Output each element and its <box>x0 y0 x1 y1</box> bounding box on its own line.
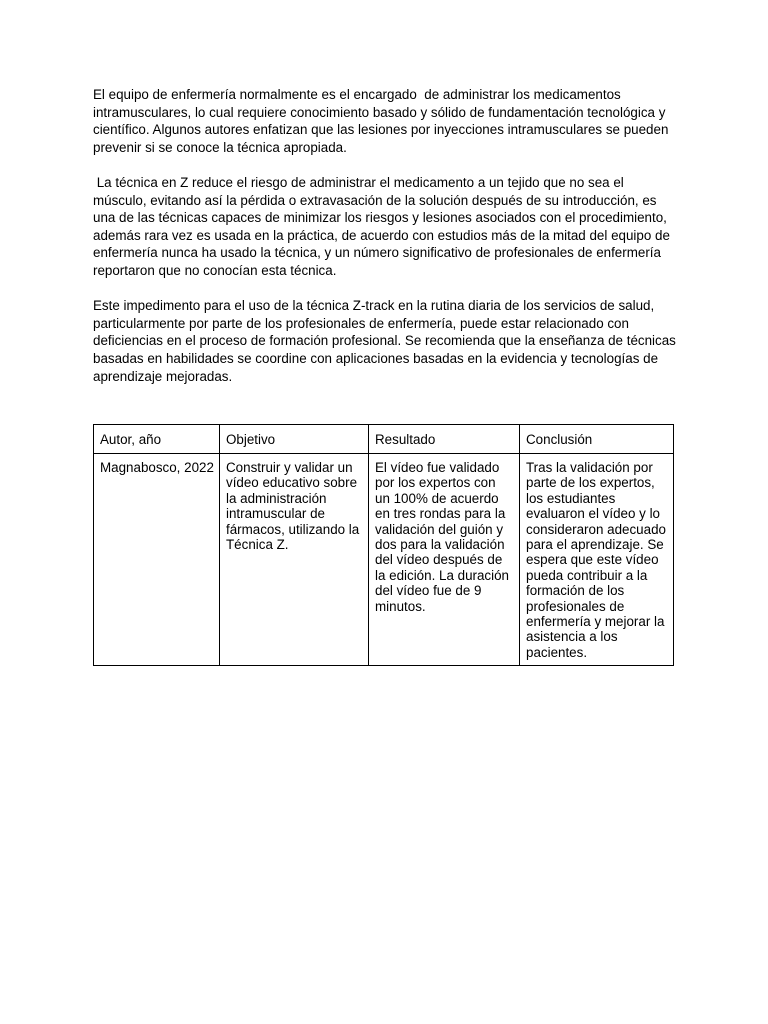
header-result: Resultado <box>369 425 520 454</box>
cell-objective: Construir y validar un vídeo educativo sobre la administración intramuscular de fármacos, utilizando la Técnica Z. <box>220 454 369 666</box>
cell-conclusion: Tras la validación por parte de los expertos, los estudiantes evaluaron el vídeo y lo consideraron adecuado para el aprendizaje. Se espera que este vídeo pueda contribuir a la formación de los profesionales de enfermería y mejorar la asistencia a los pacientes. <box>520 454 674 666</box>
header-objective: Objetivo <box>220 425 369 454</box>
table-row <box>94 454 674 666</box>
summary-table <box>93 424 674 666</box>
paragraph-z-track-impediment: Este impedimento para el uso de la técnica Z-track en la rutina diaria de los servicios de salud, particularmente por parte de los profesionales de enfermería, puede estar relacionado con deficiencias en el proceso de formación profesional. Se recomienda que la enseñanza de técnicas basadas en habilidades se coordine con aplicaciones basadas en la evidencia y tecnologías de aprendizaje mejoradas. <box>93 298 680 384</box>
paragraph-intro: El equipo de enfermería normalmente es el encargado de administrar los medicamentos intramusculares, lo cual requiere conocimiento basado y sólido de fundamentación tecnológica y científico. Algunos autores enfatizan que las lesiones por inyecciones intramusculares se pueden prevenir si se conoce la técnica apropiada. <box>93 87 673 155</box>
document-body <box>93 86 678 403</box>
cell-author-year: Magnabosco, 2022 <box>94 454 220 666</box>
header-author-year: Autor, año <box>94 425 220 454</box>
paragraph-z-technique: La técnica en Z reduce el riesgo de administrar el medicamento a un tejido que no sea el músculo, evitando así la pérdida o extravasación de la solución después de su introducción, es una de las técnicas capaces de minimizar los riesgos y lesiones asociados con el procedimiento, además rara vez es usada en la práctica, de acuerdo con estudios más de la mitad del equipo de enfermería nunca ha usado la técnica, y un número significativo de profesionales de enfermería reportaron que no conocían esta técnica. <box>93 174 674 278</box>
header-conclusion: Conclusión <box>520 425 674 454</box>
table-header-row <box>94 425 674 454</box>
cell-result: El vídeo fue validado por los expertos con un 100% de acuerdo en tres rondas para la validación del guión y dos para la validación del vídeo después de la edición. La duración del vídeo fue de 9 minutos. <box>369 454 520 666</box>
